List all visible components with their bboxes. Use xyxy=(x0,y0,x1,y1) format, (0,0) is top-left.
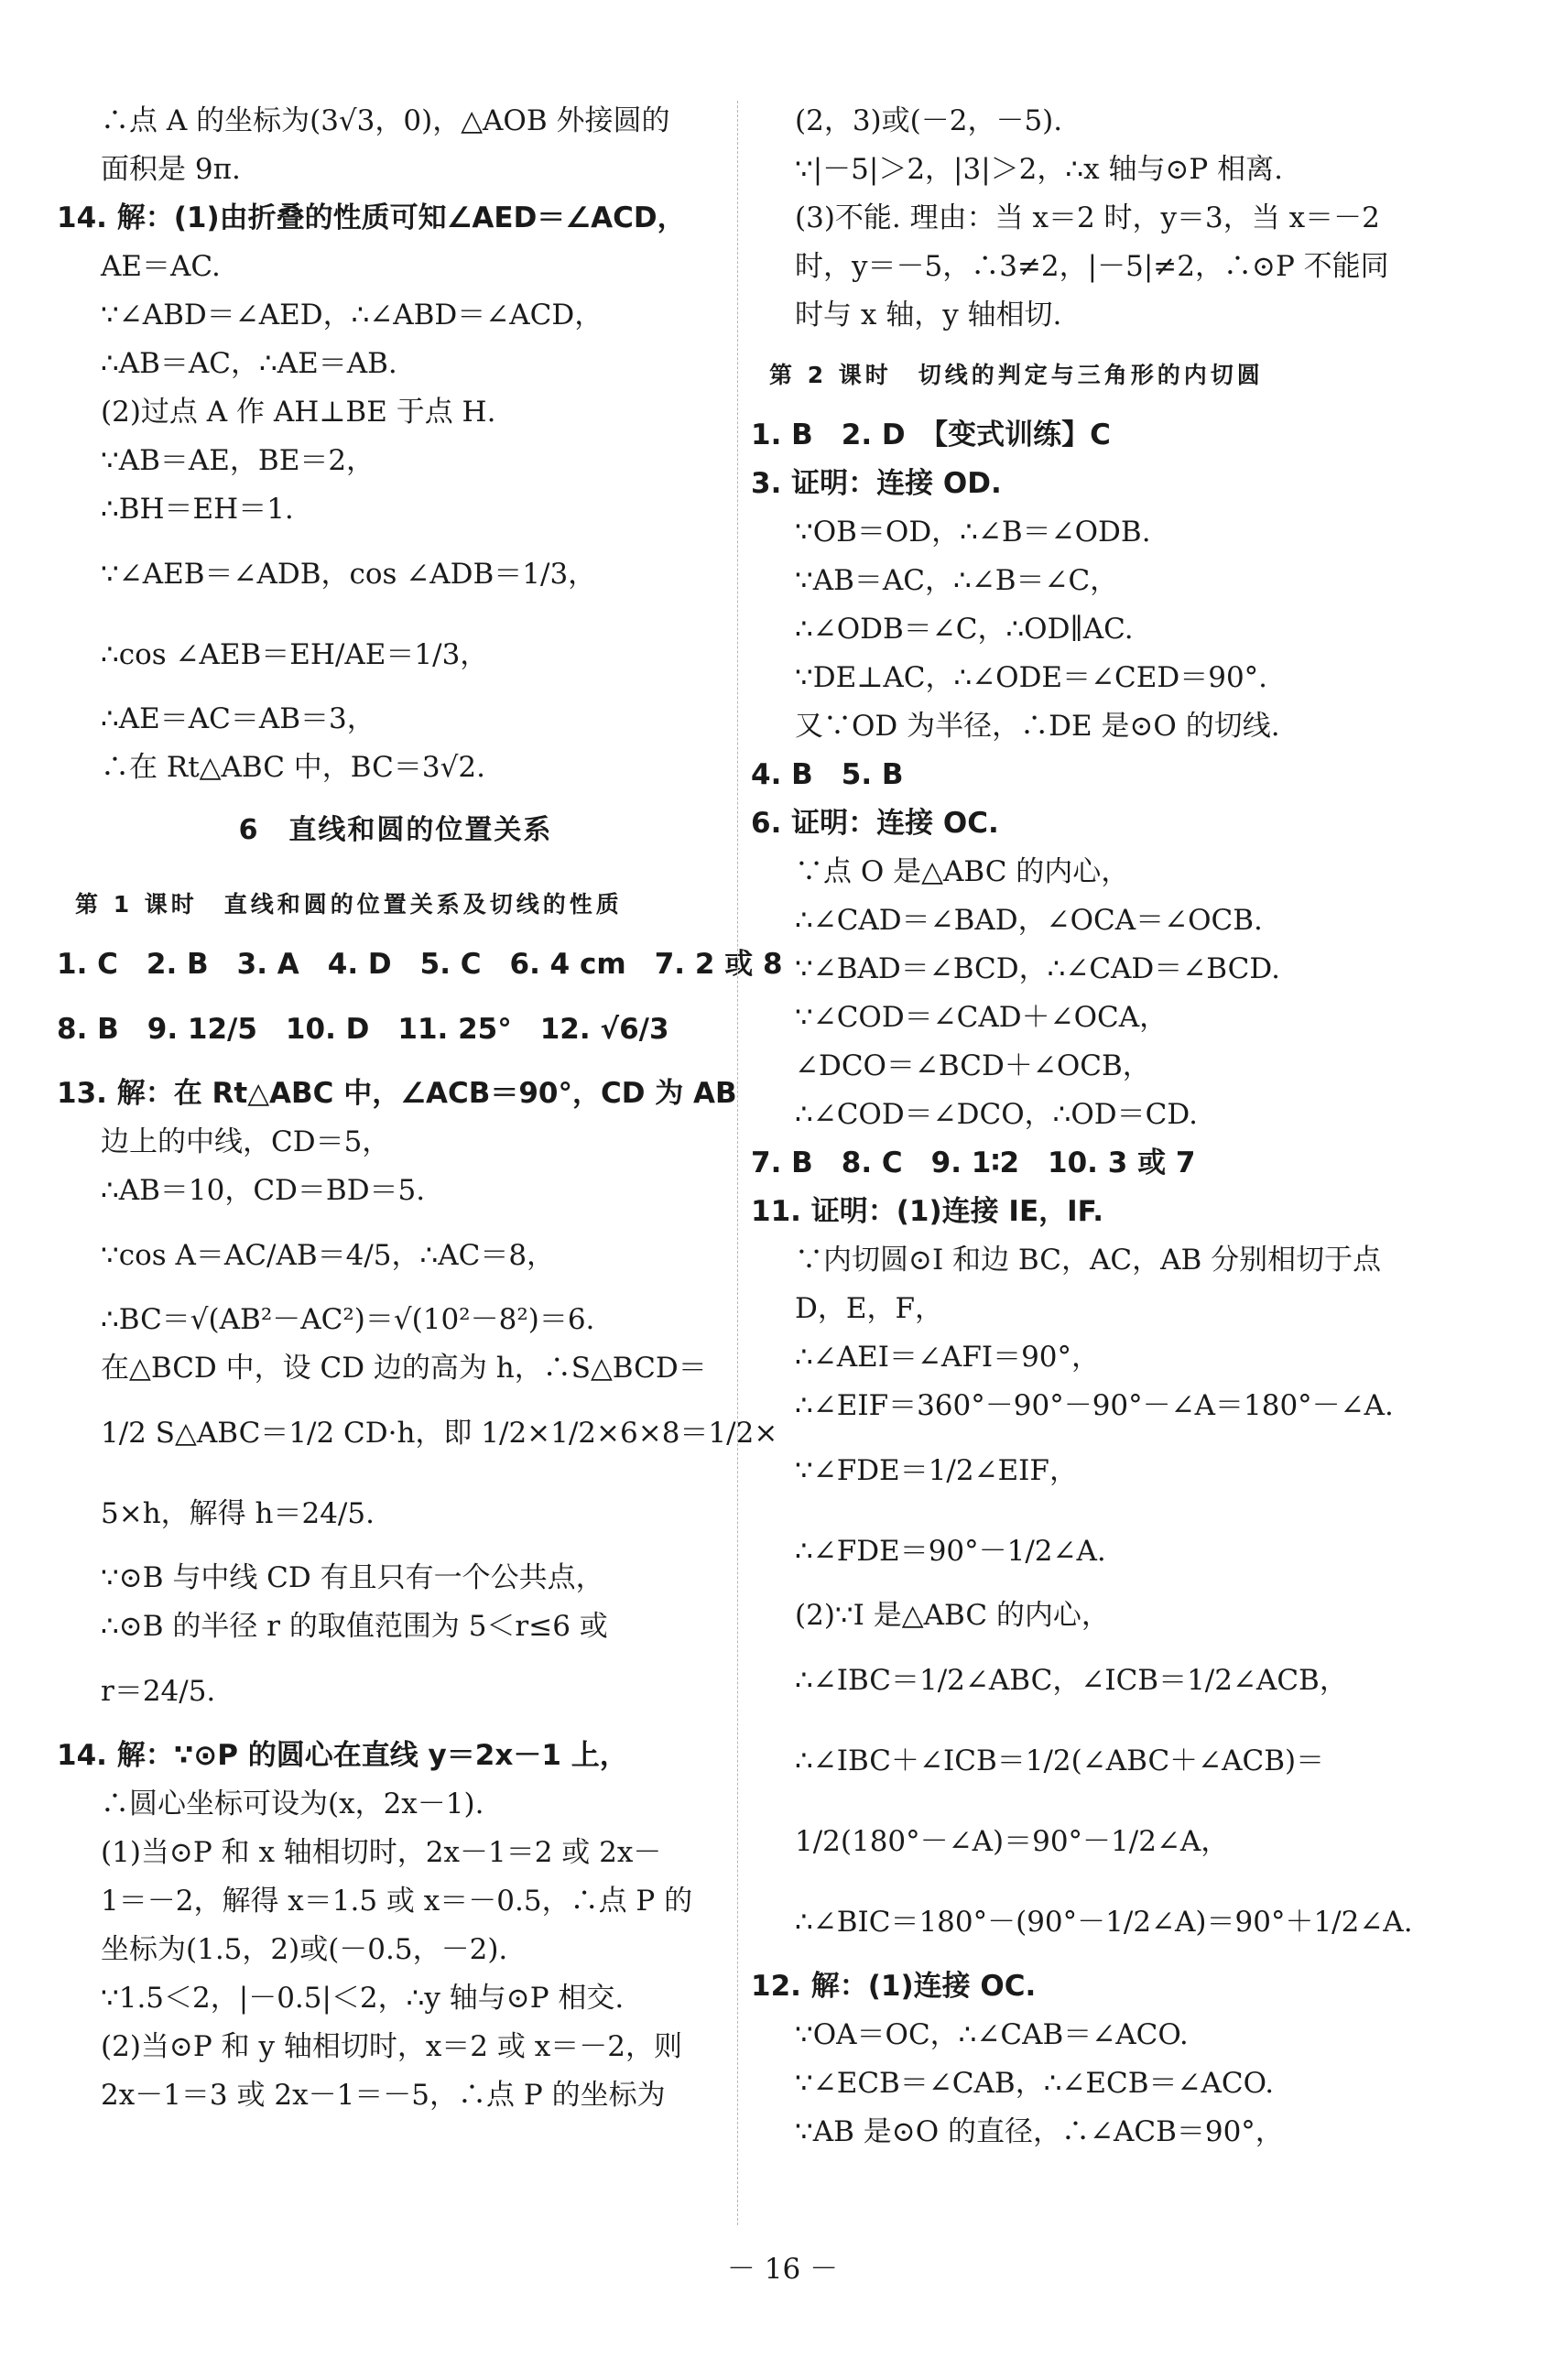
right-text-line: ∵AB＝AC，∴∠B＝∠C， xyxy=(795,564,1119,597)
left-text-line: AE＝AC. xyxy=(101,250,221,283)
right-text-line: ∴∠EIF＝360°－90°－90°－∠A＝180°－∠A. xyxy=(795,1389,1394,1422)
left-text-line: 1/2 S△ABC＝1/2 CD·h，即 1/2×1/2×6×8＝1/2× xyxy=(101,1417,778,1450)
left-text-line: 5×h，解得 h＝24/5. xyxy=(101,1497,375,1530)
left-text-line: 2x－1＝3 或 2x－1＝－5，∴点 P 的坐标为 xyxy=(101,2079,666,2112)
left-text-line: ∵⊙B 与中线 CD 有且只有一个公共点， xyxy=(101,1561,604,1594)
left-text-line: ∴cos ∠AEB＝EH/AE＝1/3， xyxy=(101,638,489,671)
right-text-line: 7. B 8. C 9. 1∶2 10. 3 或 7 xyxy=(751,1147,1196,1179)
right-text-line: ∵∠BAD＝∠BCD，∴∠CAD＝∠BCD. xyxy=(795,952,1280,985)
right-text-line: ∵内切圆⊙I 和边 BC，AC，AB 分别相切于点 xyxy=(795,1244,1382,1277)
right-text-line: ∵|－5|＞2，|3|＞2，∴x 轴与⊙P 相离. xyxy=(795,153,1283,186)
left-text-line: ∴AE＝AC＝AB＝3， xyxy=(101,702,375,735)
right-text-line: 1. B 2. D 【变式训练】C xyxy=(751,418,1111,451)
right-text-line: ∵OA＝OC，∴∠CAB＝∠ACO. xyxy=(795,2018,1189,2051)
right-text-line: (2，3)或(－2，－5). xyxy=(795,104,1063,137)
left-text-line: 面积是 9π. xyxy=(101,153,241,186)
right-text-line: ∴∠FDE＝90°－1/2∠A. xyxy=(795,1535,1106,1568)
right-text-line: ∴∠COD＝∠DCO，∴OD＝CD. xyxy=(795,1098,1198,1131)
right-text-line: 6. 证明：连接 OC. xyxy=(751,807,999,840)
right-text-line: ∴∠IBC＝1/2∠ABC，∠ICB＝1/2∠ACB， xyxy=(795,1664,1348,1697)
right-text-line: ∵∠FDE＝1/2∠EIF， xyxy=(795,1454,1078,1487)
column-divider xyxy=(737,101,738,2225)
right-text-line: (2)∵I 是△ABC 的内心， xyxy=(795,1599,1110,1632)
left-text-line: r＝24/5. xyxy=(101,1675,216,1708)
right-text-line: ∵∠COD＝∠CAD＋∠OCA， xyxy=(795,1001,1168,1034)
page-number: － 16 － xyxy=(726,2253,839,2286)
right-text-line: (3)不能. 理由：当 x＝2 时，y＝3，当 x＝－2 xyxy=(795,201,1380,234)
left-text-line: 边上的中线，CD＝5， xyxy=(101,1125,391,1158)
right-text-line: ∴∠AEI＝∠AFI＝90°， xyxy=(795,1341,1101,1374)
right-text-line: ∴∠ODB＝∠C，∴OD∥AC. xyxy=(795,613,1134,646)
left-text-line: 6 直线和圆的位置关系 xyxy=(238,814,553,846)
left-text-line: ∴AB＝AC，∴AE＝AB. xyxy=(101,347,397,380)
right-text-line: ∵OB＝OD，∴∠B＝∠ODB. xyxy=(795,516,1151,549)
left-text-line: ∴圆心坐标可设为(x，2x－1). xyxy=(101,1788,484,1820)
left-text-line: 14. 解：∵⊙P 的圆心在直线 y＝2x－1 上， xyxy=(57,1739,628,1772)
right-text-line: ∵AB 是⊙O 的直径，∴∠ACB＝90°， xyxy=(795,2115,1284,2148)
left-text-line: ∴AB＝10，CD＝BD＝5. xyxy=(101,1174,426,1207)
left-text-line: ∴BC＝√(AB²－AC²)＝√(10²－8²)＝6. xyxy=(101,1303,595,1336)
right-text-line: ∵∠ECB＝∠CAB，∴∠ECB＝∠ACO. xyxy=(795,2067,1275,2100)
left-text-line: 13. 解：在 Rt△ABC 中，∠ACB＝90°，CD 为 AB xyxy=(57,1077,737,1110)
left-text-line: ∵∠AEB＝∠ADB，cos ∠ADB＝1/3， xyxy=(101,558,597,591)
left-text-line: ∵AB＝AE，BE＝2， xyxy=(101,444,375,477)
left-text-line: ∵∠ABD＝∠AED，∴∠ABD＝∠ACD， xyxy=(101,299,603,331)
left-text-line: 第 1 课时 直线和圆的位置关系及切线的性质 xyxy=(75,891,623,918)
right-text-line: ∵点 O 是△ABC 的内心， xyxy=(795,855,1130,888)
right-text-line: 1/2(180°－∠A)＝90°－1/2∠A， xyxy=(795,1825,1230,1858)
right-text-line: 11. 证明：(1)连接 IE，IF. xyxy=(751,1195,1104,1228)
right-text-line: D，E，F， xyxy=(795,1292,943,1325)
left-text-line: 14. 解：(1)由折叠的性质可知∠AED＝∠ACD， xyxy=(57,201,686,234)
left-text-line: 坐标为(1.5，2)或(－0.5，－2). xyxy=(101,1933,508,1966)
left-text-line: 1. C 2. B 3. A 4. D 5. C 6. 4 cm 7. 2 或 8 xyxy=(57,948,783,981)
right-text-line: 第 2 课时 切线的判定与三角形的内切圆 xyxy=(769,362,1264,388)
left-text-line: ∴在 Rt△ABC 中，BC＝3√2. xyxy=(101,751,485,784)
right-column xyxy=(751,97,1483,2157)
left-column xyxy=(57,97,783,2120)
left-text-line: ∵cos A＝AC/AB＝4/5，∴AC＝8， xyxy=(101,1239,556,1272)
left-text-line: 8. B 9. 12/5 10. D 11. 25° 12. √6/3 xyxy=(57,1013,669,1046)
left-text-line: 1＝－2，解得 x＝1.5 或 x＝－0.5，∴点 P 的 xyxy=(101,1885,693,1918)
right-text-line: 12. 解：(1)连接 OC. xyxy=(751,1970,1037,2003)
right-text-line: 时与 x 轴，y 轴相切. xyxy=(795,299,1062,331)
left-text-line: 在△BCD 中，设 CD 边的高为 h，∴S△BCD＝ xyxy=(101,1352,707,1385)
right-text-line: 3. 证明：连接 OD. xyxy=(751,467,1002,500)
left-text-line: ∵1.5＜2，|－0.5|＜2，∴y 轴与⊙P 相交. xyxy=(101,1982,625,2015)
right-text-line: 又∵OD 为半径，∴DE 是⊙O 的切线. xyxy=(795,710,1280,743)
right-text-line: ∠DCO＝∠BCD＋∠OCB， xyxy=(795,1049,1151,1082)
left-text-line: ∴点 A 的坐标为(3√3，0)，△AOB 外接圆的 xyxy=(101,104,670,137)
right-text-line: ∵DE⊥AC，∴∠ODE＝∠CED＝90°. xyxy=(795,661,1268,694)
left-text-line: ∴⊙B 的半径 r 的取值范围为 5＜r≤6 或 xyxy=(101,1610,608,1643)
right-text-line: 4. B 5. B xyxy=(751,758,904,791)
left-text-line: (2)过点 A 作 AH⊥BE 于点 H. xyxy=(101,396,496,429)
right-text-line: ∴∠IBC＋∠ICB＝1/2(∠ABC＋∠ACB)＝ xyxy=(795,1744,1325,1777)
right-text-line: 时，y＝－5，∴3≠2，|－5|≠2，∴⊙P 不能同 xyxy=(795,250,1389,283)
left-text-line: (1)当⊙P 和 x 轴相切时，2x－1＝2 或 2x－ xyxy=(101,1836,662,1869)
left-text-line: (2)当⊙P 和 y 轴相切时，x＝2 或 x＝－2，则 xyxy=(101,2030,682,2063)
left-text-line: ∴BH＝EH＝1. xyxy=(101,493,294,526)
right-text-line: ∴∠CAD＝∠BAD，∠OCA＝∠OCB. xyxy=(795,904,1263,937)
right-text-line: ∴∠BIC＝180°－(90°－1/2∠A)＝90°＋1/2∠A. xyxy=(795,1906,1413,1939)
